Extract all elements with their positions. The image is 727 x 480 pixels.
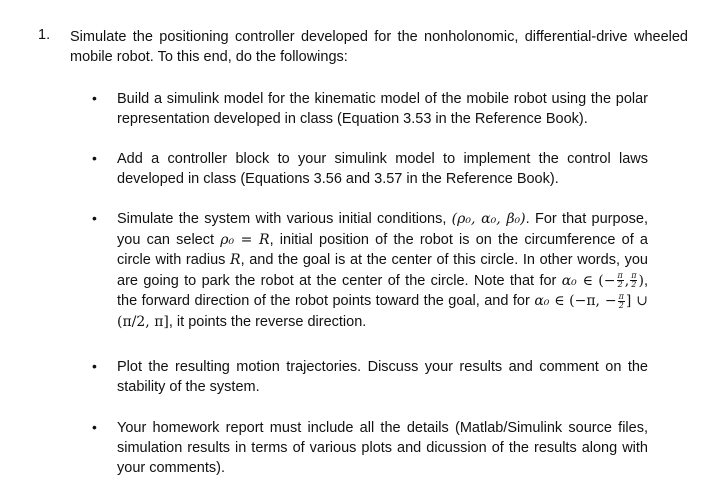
question-number: 1.	[38, 27, 51, 43]
alpha-in-math: α₀ ∈	[561, 272, 593, 289]
pi-over-two-fraction: $\frac{\pi}{2}$	[631, 271, 637, 290]
initial-conditions-math: (ρ₀, α₀, β₀)	[451, 211, 526, 227]
text-segment: , the forward direction of the robot points toward the goal, and for	[117, 272, 648, 309]
interval-comma-math: ,	[624, 272, 630, 289]
bullet-controller-block: Add a controller block to your simulink model to implement the control laws developed in class (Equations 3.56 and 3.57 in the Reference Book).	[117, 151, 648, 187]
bullet-plot-trajectories: Plot the resulting motion trajectories. Discuss your results and comment on the stability of the system.	[117, 359, 648, 395]
text-segment: , and the goal is at the center of this circle. In other words, you are going to park the robot at the center of the circle. Note that for	[117, 252, 648, 289]
bullet-marker: •	[92, 150, 97, 166]
bullet-marker: •	[92, 358, 97, 374]
interval-close-math: )	[638, 272, 644, 289]
bullet-marker: •	[92, 90, 97, 106]
bullet-marker: •	[92, 419, 97, 435]
rho-equals-r-math: ρ₀ = R	[220, 231, 270, 248]
interval-open-math: (−	[598, 272, 616, 289]
bullet-marker: •	[92, 210, 97, 226]
alpha-in-math: α₀ ∈	[534, 293, 565, 309]
pi-over-two-fraction: $\frac{\pi}{2}$	[618, 291, 624, 310]
radius-r-math: R	[230, 252, 241, 268]
text-segment: . For that purpose, you can select	[117, 211, 648, 248]
pi-over-two-fraction: $\frac{\pi}{2}$	[617, 271, 623, 290]
reverse-interval-close-math: ] ∪ (π/2, π]	[117, 293, 648, 330]
bullet-simulink-model: Build a simulink model for the kinematic model of the mobile robot using the polar representation developed in class (Equation 3.53 in the Reference Book).	[117, 91, 648, 127]
bullet-homework-report: Your homework report must include all the details (Matlab/Simulink source files, simulation results in terms of various plots and dicussion of the results along with your comments).	[117, 420, 648, 476]
text-segment: , initial position of the robot is on the circumference of a circle with radius	[117, 231, 648, 268]
text-segment: , it points the reverse direction.	[168, 313, 367, 330]
reverse-interval-open-math: (−π, −	[569, 293, 617, 309]
text-segment: Simulate the system with various initial conditions,	[117, 211, 452, 227]
bullet-simulate-system	[117, 209, 648, 332]
question-intro: Simulate the positioning controller developed for the nonholonomic, differential-drive wheeled mobile robot. To this end, do the followings:	[70, 29, 688, 65]
